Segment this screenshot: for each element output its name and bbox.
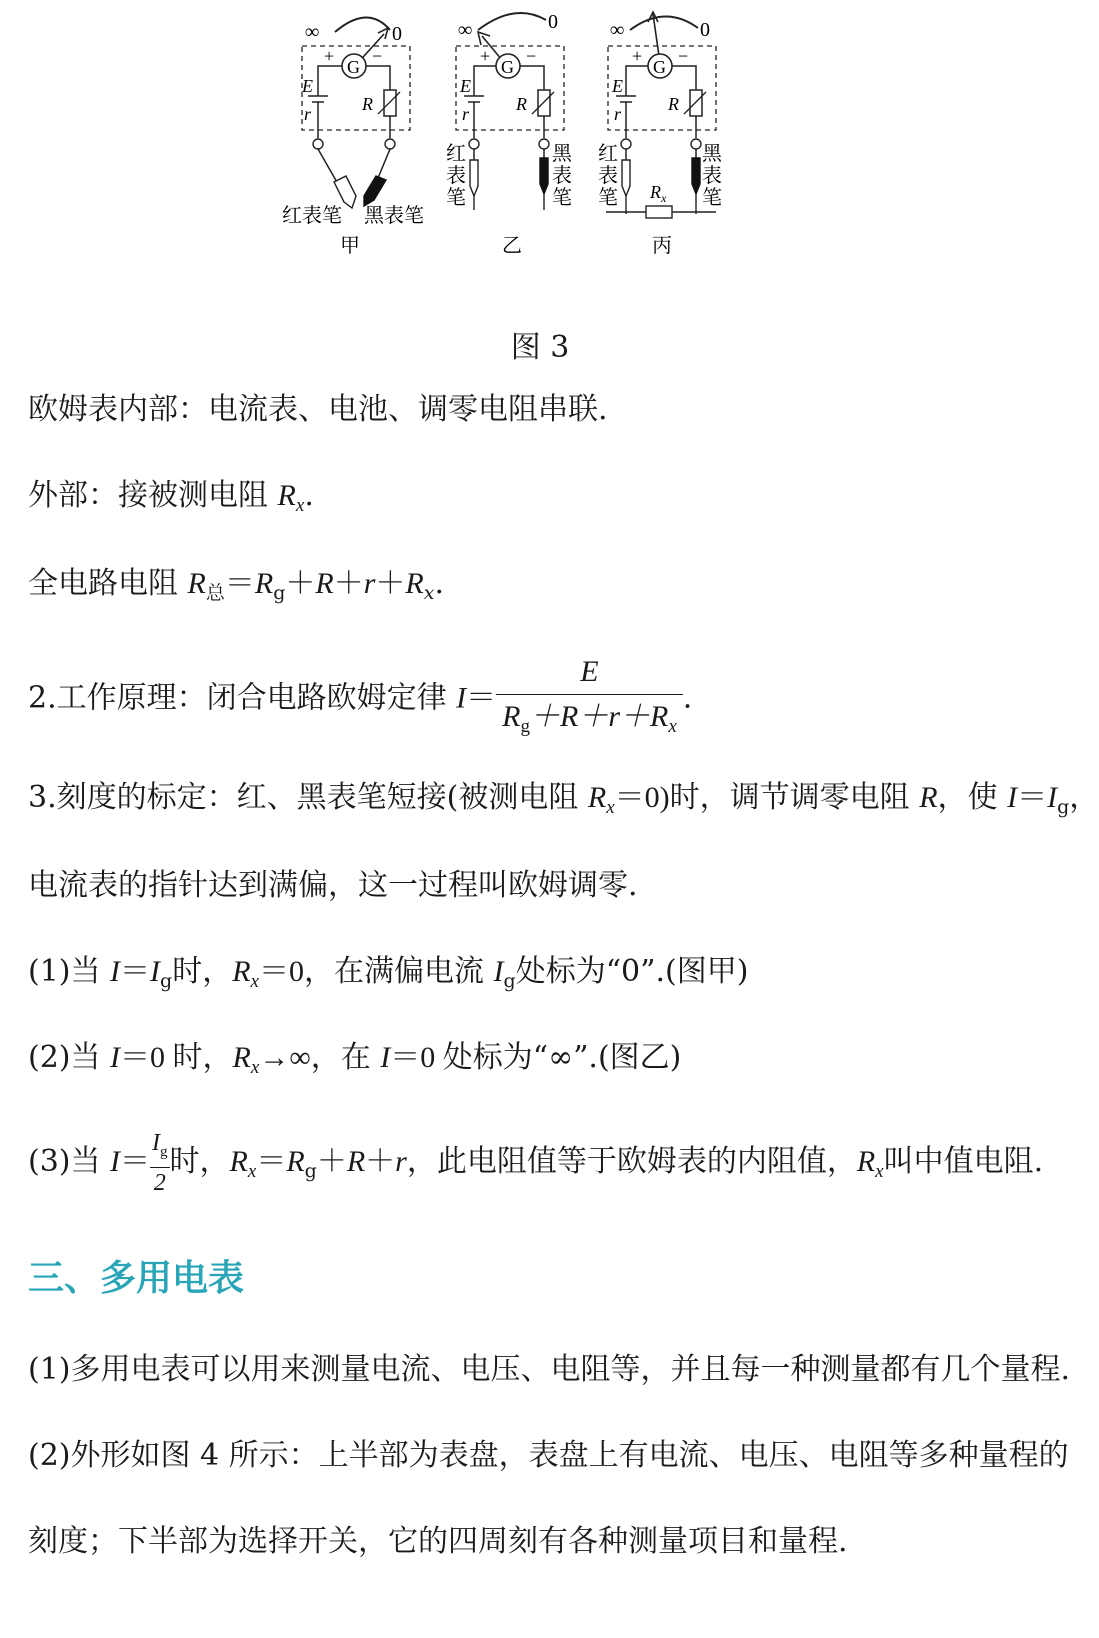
para-line-3: 刻度；下半部为选择开关，它的四周刻有各种测量项目和量程.	[28, 1524, 848, 1559]
galv-jia: G	[347, 57, 360, 77]
svg-text:R: R	[668, 94, 679, 114]
black-probe-jia: 黑表笔	[364, 205, 424, 227]
scale-zero-jia: 0	[392, 23, 402, 45]
panel-label-bing: 丙	[652, 235, 672, 257]
figure-caption: 图 3	[510, 330, 570, 365]
scale-inf-jia: ∞	[305, 21, 320, 43]
red-probe-jia: 红表笔	[282, 205, 342, 227]
svg-text:R: R	[362, 94, 373, 114]
svg-text:+: +	[324, 46, 335, 66]
text-line-1: 欧姆表内部：电流表、电池、调零电阻串联.	[28, 392, 608, 427]
svg-text:G: G	[653, 57, 666, 77]
text-line-6: 电流表的指针达到满偏，这一过程叫欧姆调零.	[28, 868, 638, 903]
section-heading: 三、多用电表	[28, 1258, 245, 1299]
panel-jia	[282, 17, 424, 257]
ohm-law-fraction: $\frac{E}{R_g+R+r+R_x}$	[496, 650, 683, 749]
panel-bing	[598, 12, 723, 257]
para-line-1: (1)多用电表可以用来测量电流、电压、电阻等，并且每一种测量都有几个量程.	[28, 1352, 1071, 1387]
svg-text:+: +	[480, 46, 491, 66]
svg-text:0: 0	[548, 11, 558, 33]
svg-text:∞: ∞	[458, 19, 473, 41]
svg-text:R: R	[516, 94, 527, 114]
text-line-5: 3.刻度的标定：红、黑表笔短接(被测电阻 $R_x=0$)时，调节调零电阻 R，使 $I=I_g$，	[28, 780, 1099, 818]
text-line-2: 外部：接被测电阻 $R_x$.	[28, 478, 314, 516]
rx-label-bing: $R_x$	[650, 182, 667, 205]
svg-text:0: 0	[700, 19, 710, 41]
text-line-4: 2.工作原理：闭合电路欧姆定律 I＝ $\frac{E}{R_g+R+r+R_x}$ .	[28, 650, 692, 749]
panel-label-yi: 乙	[502, 235, 522, 257]
panel-label-jia: 甲	[340, 235, 360, 257]
black-probe-yi: 黑表笔	[552, 143, 572, 209]
panel-yi	[446, 11, 573, 257]
svg-text:E: E	[460, 76, 471, 96]
svg-text:r: r	[462, 104, 470, 124]
svg-text:∞: ∞	[610, 19, 625, 41]
para-line-2: (2)外形如图 4 所示：上半部为表盘，表盘上有电流、电压、电阻等多种量程的	[28, 1438, 1069, 1473]
text-line-9: (3)当 I＝ $\frac{I_g}{2}$ 时，$R_x=R_g+R+r$，此电阻值等于欧姆表的内阻值，$R_x$叫中值电阻.	[28, 1130, 1044, 1196]
svg-text:+: +	[632, 46, 643, 66]
red-probe-bing: 红表笔	[598, 143, 618, 209]
svg-text:−: −	[526, 46, 537, 66]
svg-text:r: r	[304, 104, 312, 124]
text-line-8: (2)当 I＝0 时，$R_x\to\infty$，在 I＝0 处标为“∞”.(图乙)	[28, 1040, 682, 1078]
svg-text:−: −	[372, 46, 383, 66]
text-line-7: (1)当 $I=I_g$时，$R_x=0$，在满偏电流 $I_g$处标为“0”.(图甲)	[28, 954, 749, 992]
svg-text:−: −	[678, 46, 689, 66]
svg-text:E: E	[302, 76, 313, 96]
half-ig-fraction: $\frac{I_g}{2}$	[152, 1130, 168, 1196]
circuit-figure	[0, 0, 1080, 300]
text-line-3: 全电路电阻 $R_总=R_g+R+r+R_x$.	[28, 566, 444, 604]
black-probe-bing: 黑表笔	[702, 143, 722, 209]
svg-text:G: G	[501, 57, 514, 77]
red-probe-yi: 红表笔	[446, 143, 466, 209]
svg-text:r: r	[614, 104, 622, 124]
svg-text:E: E	[612, 76, 623, 96]
